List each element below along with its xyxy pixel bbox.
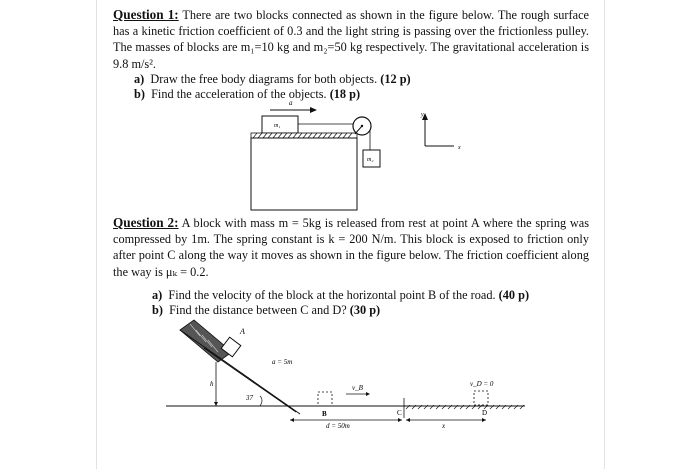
question-2-text: A block with mass m = 5kg is released from rest at point A where the spring was compressed by 1m. The spring constant is k = 200 N/m. This block is exposed to friction only after point C along the way it moves as shown in the figure below. The friction coefficient along the way is μₖ = 0.2. — [113, 216, 589, 279]
question-1-item-a: a) Draw the free body diagrams for both objects. (12 p) — [134, 72, 411, 86]
figure-1-pulley-system — [240, 96, 480, 212]
acceleration-label: a — [289, 99, 293, 107]
distance-arrowhead-right — [398, 418, 402, 422]
question-1-item-b: b) Find the acceleration of the objects. (18 p) — [134, 87, 361, 101]
point-c-label: C — [397, 409, 402, 417]
vd-label: v_D = 0 — [470, 380, 494, 388]
x-arrowhead-right — [482, 418, 486, 422]
point-b-label: B — [322, 410, 327, 418]
page-left-border — [96, 0, 97, 469]
slope-length-label: a = 5m — [272, 358, 293, 366]
acceleration-arrowhead — [310, 107, 317, 113]
question-2-item-b: b) Find the distance between C and D? (30 p) — [152, 303, 381, 317]
question-1-text: There are two blocks connected as shown in the figure below. The rough surface has a kinetic friction coefficient of 0.3 and the light string is passing over the frictionless pulley. The masses of blocks are m₁=10 kg and m₂=50 kg respectively. The gravitational acceleration is 9.8 m/s². — [113, 8, 589, 71]
block-at-b — [318, 392, 332, 406]
distance-label: d = 50m — [326, 422, 350, 430]
vb-label: v_B — [352, 384, 363, 392]
block-m2-label: m₂ — [367, 157, 374, 163]
x-axis-label: x — [458, 145, 461, 151]
spring — [180, 320, 232, 362]
y-axis-label: y — [421, 112, 424, 118]
x-arrowhead-left — [406, 418, 410, 422]
question-2-paragraph — [113, 215, 589, 280]
page-right-border — [604, 0, 605, 469]
x-distance-label: x — [442, 422, 446, 430]
height-arrowhead — [214, 402, 218, 406]
vb-arrowhead — [366, 392, 370, 396]
height-label: h — [210, 380, 214, 388]
angle-label: 37 — [246, 394, 253, 402]
question-1-paragraph — [113, 7, 589, 72]
block-m1-label: m₁ — [274, 123, 281, 129]
question-2-label: Question 2: — [113, 215, 179, 230]
figure-2-incline-track — [160, 318, 530, 430]
question-1-label: Question 1: — [113, 7, 179, 22]
question-2-item-a: a) Find the velocity of the block at the horizontal point B of the road. (40 p) — [152, 288, 530, 302]
angle-arc — [260, 396, 262, 406]
block-at-d — [474, 391, 488, 405]
table-body — [251, 138, 357, 210]
distance-arrowhead-left — [290, 418, 294, 422]
point-a-label: A — [240, 327, 245, 336]
point-d-label: D — [482, 409, 488, 417]
incline-surface-top — [180, 330, 300, 414]
